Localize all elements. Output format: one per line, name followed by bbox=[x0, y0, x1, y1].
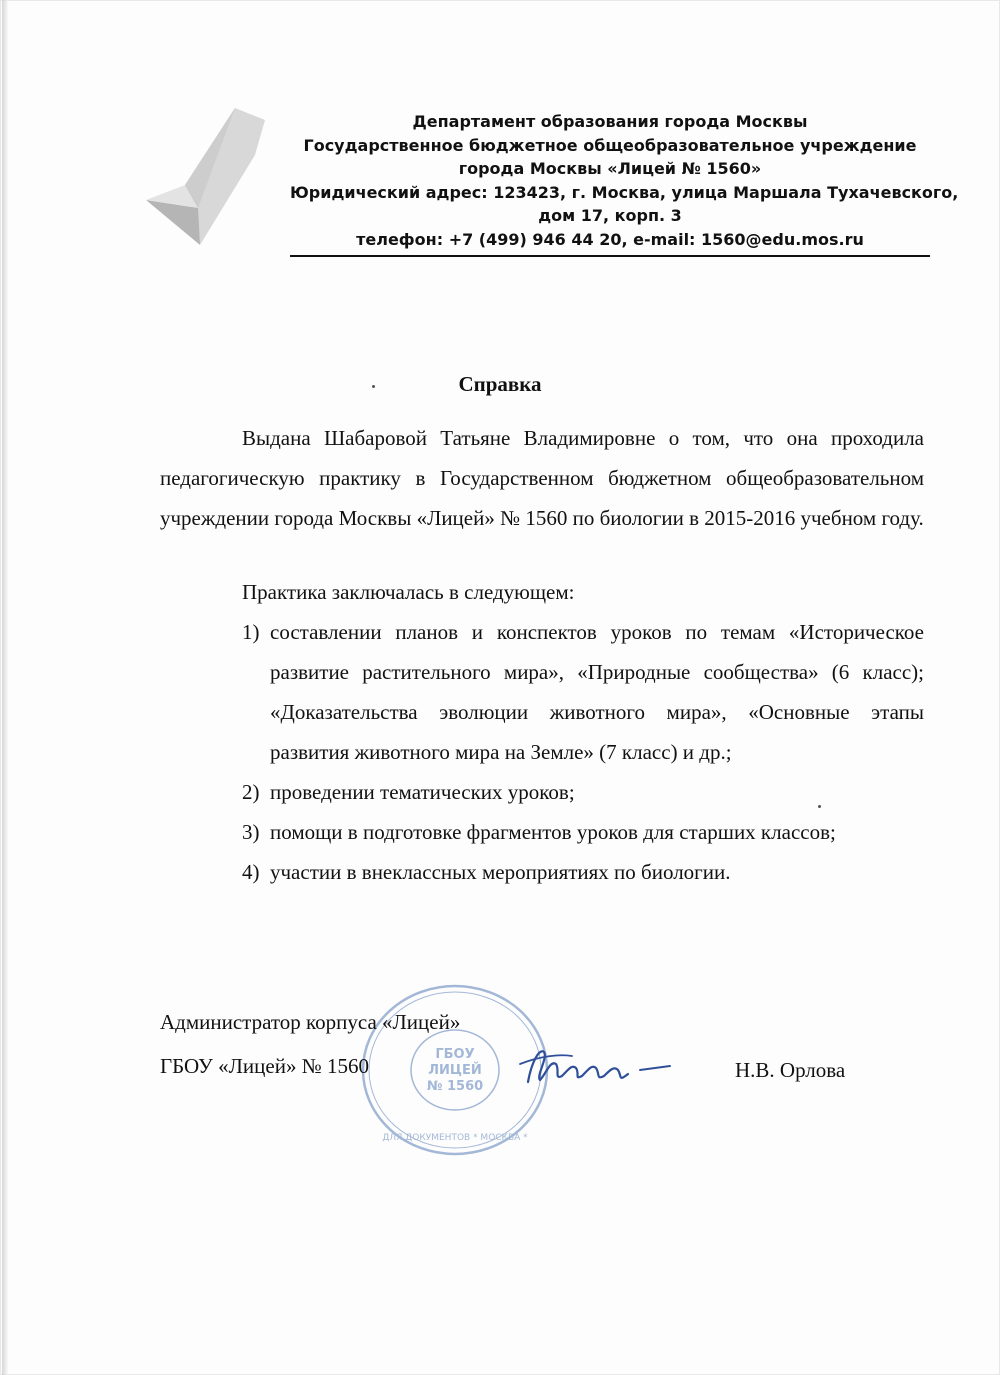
letterhead-line: Юридический адрес: 123423, г. Москва, улица Маршала Тухачевского, bbox=[290, 182, 959, 202]
list-item bbox=[242, 612, 924, 772]
school-logo-icon bbox=[140, 100, 270, 250]
signer-organization: ГБОУ «Лицей» № 1560 bbox=[160, 1054, 369, 1078]
stamp-text: ЛИЦЕЙ bbox=[428, 1063, 482, 1078]
letterhead-line: Государственное бюджетное общеобразовательное учреждение bbox=[303, 135, 917, 155]
list-item-text: проведении тематических уроков; bbox=[270, 780, 575, 804]
list-item bbox=[242, 812, 924, 852]
duties-list bbox=[242, 612, 924, 892]
stamp-text: ГБОУ bbox=[435, 1047, 475, 1062]
letterhead-line: города Москвы «Лицей № 1560» bbox=[458, 159, 762, 179]
list-item-text: помощи в подготовке фрагментов уроков для старших классов; bbox=[270, 820, 836, 844]
certificate-paragraph: Выдана Шабаровой Татьяне Владимировне о том, что она проходила педагогическую практику в Государственном бюджетном общеобразовательном учреждении города Москвы «Лицей» № 1560 по биологии в 2015-2016 учебном году. bbox=[160, 426, 924, 530]
letterhead-divider bbox=[290, 255, 930, 257]
signer-name: Н.В. Орлова bbox=[735, 1058, 846, 1082]
handwritten-signature bbox=[510, 1030, 680, 1100]
letterhead-line: телефон: +7 (499) 946 44 20, e-mail: 1560@edu.mos.ru bbox=[356, 229, 864, 249]
scan-edge-shadow bbox=[2, 0, 8, 1375]
document-title: Справка bbox=[458, 372, 542, 396]
stamp-text: № 1560 bbox=[426, 1079, 484, 1094]
list-item-number: 3) bbox=[242, 820, 260, 844]
list-item-number: 2) bbox=[242, 780, 260, 804]
scan-speck bbox=[372, 385, 375, 388]
letterhead-line: Департамент образования города Москвы bbox=[412, 112, 808, 131]
scan-speck bbox=[818, 805, 821, 808]
list-item-number: 1) bbox=[242, 620, 260, 644]
list-intro: Практика заключалась в следующем: bbox=[242, 580, 575, 604]
stamp-ring-text: ДЛЯ ДОКУМЕНТОВ * МОСКВА * bbox=[382, 1133, 528, 1143]
list-item bbox=[242, 772, 924, 812]
list-item-text: составлении планов и конспектов уроков по темам «Историческое развитие растительного мира», «Природные сообщества» (6 класс); «Доказательства эволюции животного мира», «Основные этапы развития животного мира на Земле» (7 класс) и др.; bbox=[270, 620, 924, 764]
letterhead bbox=[290, 110, 959, 252]
list-item bbox=[242, 852, 924, 892]
signer-position: Администратор корпуса «Лицей» bbox=[160, 1010, 461, 1034]
list-item-number: 4) bbox=[242, 860, 260, 884]
list-item-text: участии в внеклассных мероприятиях по биологии. bbox=[270, 860, 731, 884]
letterhead-line: дом 17, корп. 3 bbox=[538, 206, 682, 226]
